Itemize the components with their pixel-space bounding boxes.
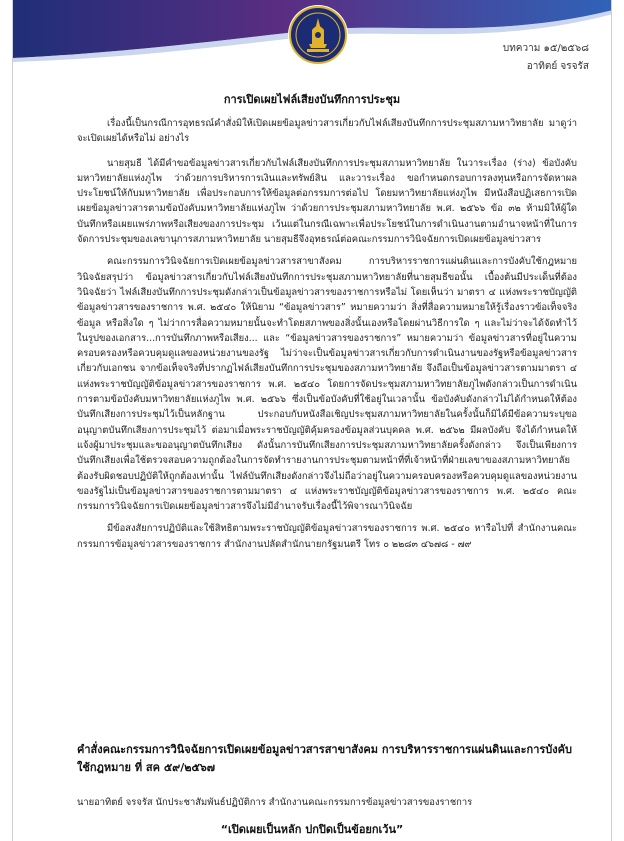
article-meta [503, 40, 589, 76]
agency-emblem-icon [287, 4, 349, 66]
slogan: “เปิดเผยเป็นหลัก ปกปิดเป็นข้อยกเว้น” [220, 823, 404, 836]
article-body [77, 116, 577, 559]
ruling-paragraph: คณะกรรมการวินิจฉัยการเปิดเผยข้อมูลข่าวสารสาขาสังคม การบริหารราชการแผ่นดินและการบังคับใช้กฎหมายวินิจฉัยสรุปว่า ข้อมูลข่าวสารเกี่ยวกับไฟล์เสียงบันทึกการประชุมสภามหาวิทยาลัยที่นายสุมธีขอนั้น เบื้องต้นมีประเด็นที่ต้องวินิจฉัยว่า ไฟล์เสียงบันทึกการประชุมดังกล่าวเป็นข้อมูลข่าวสารของราชการหรือไม่ โดยเห็นว่า มาตรา ๔ แห่งพระราชบัญญัติข้อมูลข่าวสารของราชการ พ.ศ. ๒๕๔๐ ให้นิยาม “ข้อมูลข่าวสาร” หมายความว่า สิ่งที่สื่อความหมายให้รู้เรื่องราวข้อเท็จจริง ข้อมูล หรือสิ่งใด ๆ ไม่ว่าการสื่อความหมายนั้นจะทำโดยสภาพของสิ่งนั้นเองหรือโดยผ่านวิธีการใด ๆ และไม่ว่าจะได้จัดทำไว้ในรูปของเอกสาร...การบันทึกภาพหรือเสียง... และ “ข้อมูลข่าวสารของราชการ” หมายความว่า ข้อมูลข่าวสารที่อยู่ในความครอบครองหรือควบคุมดูแลของหน่วยงานของรัฐ ไม่ว่าจะเป็นข้อมูลข่าวสารเกี่ยวกับการดำเนินงานของรัฐหรือข้อมูลข่าวสารเกี่ยวกับเอกชน จากข้อเท็จจริงที่ปรากฏไฟล์เสียงบันทึกการประชุมของสภามหาวิทยาลัย จึงถือเป็นข้อมูลข่าวสารตามมาตรา ๔ แห่งพระราชบัญญัติข้อมูลข่าวสารของราชการ พ.ศ. ๒๕๔๐ โดยการจัดประชุมสภามหาวิทยาลัยภูไพดังกล่าวเป็นการดำเนินการตามข้อบังคับมหาวิทยาลัยแห่งภูไพ พ.ศ. ๒๕๖๖ ซึ่งเป็นข้อบังคับที่ใช้อยู่ในเวลานั้น ข้อบังคับดังกล่าวไม่ได้กำหนดให้ต้องบันทึกเสียงการประชุมไว้เป็นหลักฐาน ประกอบกับหนังสือเชิญประชุมสภามหาวิทยาลัยในครั้งนั้นก็มิได้มีข้อความระบุขออนุญาตบันทึกเสียงการประชุมไว้ ต่อมาเมื่อพระราชบัญญัติคุ้มครองข้อมูลส่วนบุคคล พ.ศ. ๒๕๖๒ มีผลบังคับ จึงได้กำหนดให้แจ้งผู้มาประชุมและขออนุญาตบันทึกเสียง ดังนั้นการบันทึกเสียงการประชุมสภามหาวิทยาลัยครั้งดังกล่าว จึงเป็นเพียงการบันทึกเสียงเพื่อใช้ตรวจสอบความถูกต้องในการจัดทำรายงานการประชุมตามหน้าที่ที่เจ้าหน้าที่ฝ่ายเลขาของสภามหาวิทยาลัยต้องรับผิดชอบปฏิบัติให้ถูกต้องเท่านั้น ไฟล์บันทึกเสียงดังกล่าวจึงไม่ถือว่าอยู่ในความครอบครองหรือควบคุมดูแลของหน่วยงานของรัฐไม่เป็นข้อมูลข่าวสารของราชการตามมาตรา ๔ แห่งพระราชบัญญัติข้อมูลข่าวสารของราชการ พ.ศ. ๒๕๔๐ คณะกรรมการวินิจฉัยการเปิดเผยข้อมูลข่าวสารจึงไม่มีอำนาจรับเรื่องนี้ไว้พิจารณาวินิจฉัย [77, 256, 577, 513]
contact-paragraph: มีข้อสงสัยการปฏิบัติและใช้สิทธิตามพระราชบัญญัติข้อมูลข่าวสารของราชการ พ.ศ. ๒๕๔๐ หารือไปที่ สำนักงานคณะกรรมการข้อมูลข่าวสารของราชการ สำนักงานปลัดสำนักนายกรัฐมนตรี โทร ๐ ๒๒๘๓ ๔๖๗๘ - ๗๙ [77, 523, 577, 550]
article-author: อาทิตย์ จรจรัส [526, 61, 589, 72]
officer-credit: นายอาทิตย์ จรจรัส นักประชาสัมพันธ์ปฏิบัติการ สำนักงานคณะกรรมการข้อมูลข่าวสารของราชการ [77, 797, 473, 808]
article-title: การเปิดเผยไฟล์เสียงบันทึกการประชุม [223, 93, 401, 106]
facts-paragraph: นายสุมธี ได้มีคำขอข้อมูลข่าวสารเกี่ยวกับไฟล์เสียงบันทึกการประชุมสภามหาวิทยาลัย ในวาระเรื่อง (ร่าง) ข้อบังคับมหาวิทยาลัยแห่งภูไพ ว่าด้วยการบริหารการเงินและทรัพย์สิน และวาระเรื่อง ขอกำหนดกรอบการลงทุนหรือการจัดหาผลประโยชน์ให้กับมหาวิทยาลัย เพื่อประกอบการให้ข้อมูลต่อกรรมการต่อไป โดยมหาวิทยาลัยแห่งภูไพ มีหนังสือปฏิเสธการเปิดเผยข้อมูลข่าวสารตามข้อบังคับมหาวิทยาลัยแห่งภูไพ ว่าด้วยการประชุมสภามหาวิทยาลัย พ.ศ. ๒๕๖๖ ข้อ ๓๒ ห้ามมิให้ผู้ใดบันทึกหรือเผยแพร่ภาพหรือเสียงของการประชุม เว้นแต่ในกรณีเฉพาะเพื่อประโยชน์ในการดำเนินงานตามอำนาจหน้าที่ในการจัดการประชุมของเลขานุการสภามหาวิทยาลัย นายสุมธีจึงอุทธรณ์ต่อคณะกรรมการวินิจฉัยการเปิดเผยข้อมูลข่าวสาร [77, 157, 577, 246]
decision-reference: คำสั่งคณะกรรมการวินิจฉัยการเปิดเผยข้อมูลข่าวสารสาขาสังคม การบริหารราชการแผ่นดินและการบังคับใช้กฎหมาย ที่ สค ๕๙/๒๕๖๗ [77, 743, 572, 774]
document-page [12, 0, 612, 841]
intro-paragraph: เรื่องนี้เป็นกรณีการอุทธรณ์คำสั่งมิให้เปิดเผยข้อมูลข่าวสารเกี่ยวกับไฟล์เสียงบันทึกการประชุมสภามหาวิทยาลัย มาดูว่าจะเปิดเผยได้หรือไม่ อย่างไร [77, 118, 577, 145]
article-number: บทความ ๑๕/๒๕๖๘ [502, 43, 589, 54]
